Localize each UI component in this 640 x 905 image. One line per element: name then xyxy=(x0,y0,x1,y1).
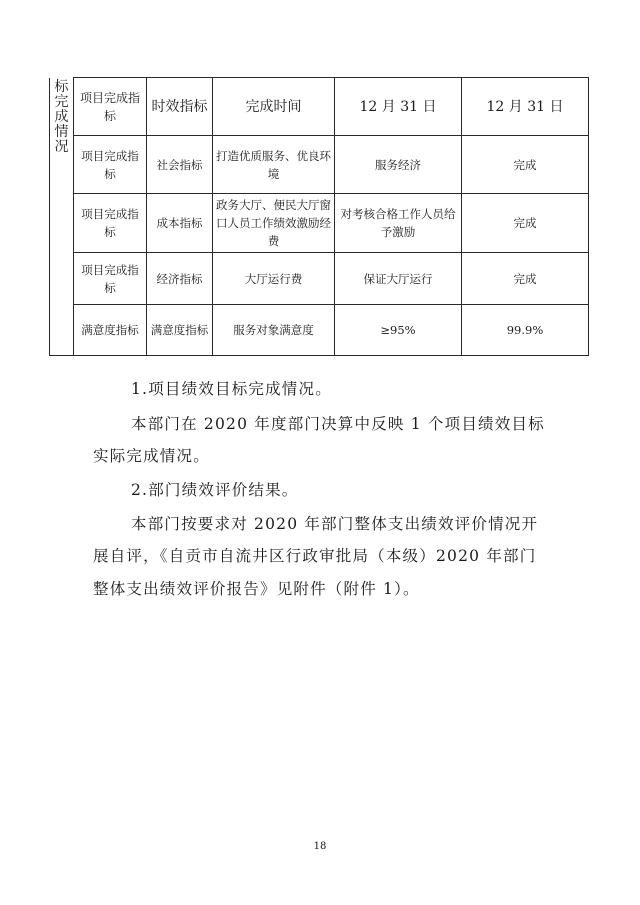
table-row xyxy=(50,253,589,305)
target-cell: 12 月 31 日 xyxy=(335,78,462,136)
table-row xyxy=(50,136,589,194)
section2-paragraph-line: 本部门按要求对 2020 年部门整体支出绩效评价情况开 xyxy=(131,515,539,533)
section1-paragraph-line: 本部门在 2020 年度部门决算中反映 1 个项目绩效目标 xyxy=(131,415,545,433)
level2-cell: 成本指标 xyxy=(147,194,213,253)
performance-table xyxy=(49,77,589,356)
table-row xyxy=(50,305,589,356)
section2-heading: 2.部门绩效评价结果。 xyxy=(131,481,299,499)
actual-cell: 完成 xyxy=(462,253,589,305)
target-cell: 保证大厅运行 xyxy=(335,253,462,305)
level1-cell: 项目完成指标 xyxy=(74,194,147,253)
section1-heading: 1.项目绩效目标完成情况。 xyxy=(131,380,332,398)
level1-cell: 项目完成指标 xyxy=(74,136,147,194)
table-row xyxy=(50,194,589,253)
actual-cell: 12 月 31 日 xyxy=(462,78,589,136)
table-row xyxy=(50,78,589,136)
actual-cell: 完成 xyxy=(462,136,589,194)
indicator-cell: 打造优质服务、优良环境 xyxy=(213,136,335,194)
level2-cell: 满意度指标 xyxy=(147,305,213,356)
indicator-cell: 政务大厅、便民大厅窗口人员工作绩效激励经费 xyxy=(213,194,335,253)
level1-cell: 项目完成指标 xyxy=(74,253,147,305)
actual-cell: 完成 xyxy=(462,194,589,253)
section2-paragraph-line: 展自评，《自贡市自流井区行政审批局（本级）2020 年部门 xyxy=(93,547,537,565)
level1-cell: 项目完成指标 xyxy=(74,78,147,136)
level2-cell: 经济指标 xyxy=(147,253,213,305)
actual-cell: 99.9% xyxy=(462,305,589,356)
target-cell: 对考核合格工作人员给予激励 xyxy=(335,194,462,253)
target-cell: ≥95% xyxy=(335,305,462,356)
indicator-cell: 完成时间 xyxy=(213,78,335,136)
target-cell: 服务经济 xyxy=(335,136,462,194)
indicator-cell: 服务对象满意度 xyxy=(213,305,335,356)
side-label: 标完成情况 xyxy=(50,78,74,356)
section2-paragraph-line: 整体支出绩效评价报告》见附件（附件 1）。 xyxy=(93,580,420,598)
section1-paragraph-line: 实际完成情况。 xyxy=(93,447,210,465)
indicator-cell: 大厅运行费 xyxy=(213,253,335,305)
page-number: 18 xyxy=(313,841,327,852)
level2-cell: 时效指标 xyxy=(147,78,213,136)
level2-cell: 社会指标 xyxy=(147,136,213,194)
level1-cell: 满意度指标 xyxy=(74,305,147,356)
